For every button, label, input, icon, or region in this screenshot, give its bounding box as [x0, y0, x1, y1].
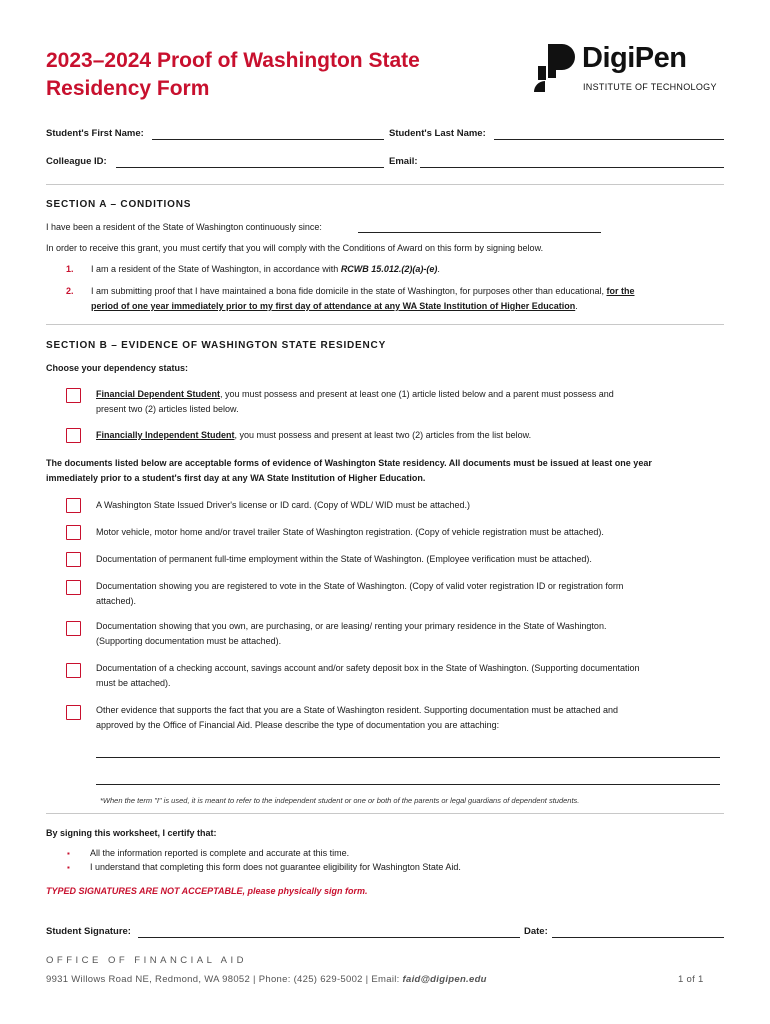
- signature-field[interactable]: [138, 937, 520, 938]
- email-label: Email:: [389, 156, 418, 167]
- doc-bank-account-line-1: Documentation of a checking account, savings account and/or safety deposit box in the State of Washington. (Supporting documentation: [96, 663, 640, 673]
- title-line-2: Residency Form: [46, 77, 210, 100]
- resident-since-label: I have been a resident of the State of Washington continuously since:: [46, 222, 322, 232]
- item-2-line-1: [91, 284, 634, 299]
- doc-employment: Documentation of permanent full-time employment within the State of Washington. (Employee verification must be attached).: [96, 554, 592, 564]
- logo-subtitle: INSTITUTE OF TECHNOLOGY: [583, 82, 717, 92]
- item-2-emphasis-2: period of one year immediately prior to my first day of attendance at any WA State Institution of Higher Education: [91, 301, 576, 311]
- email-field[interactable]: [420, 167, 724, 168]
- independent-checkbox[interactable]: [66, 428, 81, 443]
- item-1-end: .: [437, 264, 440, 274]
- doc-checkbox-employment[interactable]: [66, 552, 81, 567]
- doc-residence-line-1: Documentation showing that you own, are purchasing, or are leasing/ renting your primary residence in the State of Washington.: [96, 621, 607, 631]
- other-description-line-1[interactable]: [96, 757, 720, 758]
- divider: [46, 813, 724, 814]
- footer-contact: [46, 974, 487, 985]
- dependent-title: Financial Dependent Student: [96, 389, 221, 399]
- page-number: 1 of 1: [678, 974, 704, 985]
- independent-text: , you must possess and present at least two (2) articles from the list below.: [234, 430, 532, 440]
- section-b-heading: SECTION B – EVIDENCE OF WASHINGTON STATE RESIDENCY: [46, 340, 387, 351]
- dependency-prompt: Choose your dependency status:: [46, 363, 189, 373]
- logo-wordmark: DigiPen: [582, 42, 687, 74]
- doc-voter-registration-line-1: Documentation showing you are registered to vote in the State of Washington. (Copy of valid voter registration ID or registration form: [96, 581, 624, 591]
- dependent-checkbox[interactable]: [66, 388, 81, 403]
- colleague-id-field[interactable]: [116, 167, 384, 168]
- documents-intro-line-1: The documents listed below are acceptable forms of evidence of Washington State residency. All documents must be issued at least one year: [46, 458, 652, 468]
- first-name-label: Student's First Name:: [46, 128, 144, 139]
- digipen-mark-icon: [534, 44, 580, 92]
- doc-checkbox-other[interactable]: [66, 705, 81, 720]
- dependent-line-1: [96, 387, 614, 402]
- resident-since-field[interactable]: [358, 232, 601, 233]
- item-1-number: 1.: [66, 264, 74, 274]
- documents-intro-line-2: immediately prior to a student's first day at any WA State Institution of Higher Education.: [46, 473, 426, 483]
- first-name-field[interactable]: [152, 139, 384, 140]
- item-1-body: I am a resident of the State of Washington, in accordance with: [91, 264, 341, 274]
- date-label: Date:: [524, 926, 548, 937]
- divider: [46, 324, 724, 325]
- certify-heading: By signing this worksheet, I certify that:: [46, 828, 217, 838]
- term-note: *When the term "I" is used, it is meant to refer to the independent student or one or both of the parents or legal guardians of dependent students.: [100, 796, 580, 805]
- item-1-text: [91, 262, 440, 277]
- dependent-text: , you must possess and present at least one (1) article listed below and a parent must possess and: [220, 389, 614, 399]
- item-2-end: .: [575, 301, 578, 311]
- bullet-icon: ▪: [67, 863, 70, 872]
- doc-vehicle-registration: Motor vehicle, motor home and/or travel trailer State of Washington registration. (Copy of vehicle registration must be attached).: [96, 527, 604, 537]
- bullet-icon: ▪: [67, 849, 70, 858]
- doc-residence-line-2: (Supporting documentation must be attached).: [96, 636, 282, 646]
- signature-label: Student Signature:: [46, 926, 131, 937]
- doc-checkbox-vehicle-registration[interactable]: [66, 525, 81, 540]
- item-2-emphasis-1: for the: [606, 286, 635, 296]
- form-title: [46, 47, 476, 103]
- doc-other-line-2: approved by the Office of Financial Aid. Please describe the type of documentation you are attaching:: [96, 720, 500, 730]
- dependent-line-2: present two (2) articles listed below.: [96, 404, 239, 414]
- last-name-field[interactable]: [494, 139, 724, 140]
- certify-item-2: I understand that completing this form does not guarantee eligibility for Washington State Aid.: [90, 862, 461, 872]
- last-name-label: Student's Last Name:: [389, 128, 486, 139]
- doc-voter-registration-line-2: attached).: [96, 596, 137, 606]
- item-2-body: I am submitting proof that I have maintained a bona fide domicile in the state of Washington, for purposes other than educational,: [91, 286, 607, 296]
- doc-other-line-1: Other evidence that supports the fact that you are a State of Washington resident. Supporting documentation must be attached and: [96, 705, 618, 715]
- doc-checkbox-residence[interactable]: [66, 621, 81, 636]
- date-field[interactable]: [552, 937, 724, 938]
- doc-checkbox-bank-account[interactable]: [66, 663, 81, 678]
- office-name: OFFICE OF FINANCIAL AID: [46, 955, 248, 966]
- other-description-line-2[interactable]: [96, 784, 720, 785]
- typed-signature-warning: TYPED SIGNATURES ARE NOT ACCEPTABLE, please physically sign form.: [46, 886, 368, 896]
- footer-address: 9931 Willows Road NE, Redmond, WA 98052 | Phone: (425) 629-5002 | Email:: [46, 974, 403, 985]
- doc-checkbox-drivers-license[interactable]: [66, 498, 81, 513]
- title-line-1: 2023–2024 Proof of Washington State: [46, 49, 420, 72]
- doc-drivers-license: A Washington State Issued Driver's license or ID card. (Copy of WDL/ WID must be attached.): [96, 500, 471, 510]
- doc-checkbox-voter-registration[interactable]: [66, 580, 81, 595]
- rcw-reference: RCWB 15.012.(2)(a)-(e): [340, 264, 438, 274]
- footer-email-link[interactable]: faid@digipen.edu: [402, 974, 487, 985]
- item-2-line-2: [91, 299, 578, 314]
- section-a-heading: SECTION A – CONDITIONS: [46, 199, 192, 210]
- certify-item-1: All the information reported is complete and accurate at this time.: [90, 848, 350, 858]
- section-a-intro: In order to receive this grant, you must certify that you will comply with the Conditions of Award on this form by signing below.: [46, 243, 544, 253]
- item-2-number: 2.: [66, 286, 74, 296]
- independent-line: [96, 428, 531, 443]
- doc-bank-account-line-2: must be attached).: [96, 678, 171, 688]
- divider: [46, 184, 724, 185]
- independent-title: Financially Independent Student: [96, 430, 235, 440]
- digipen-logo: [534, 44, 724, 96]
- colleague-id-label: Colleague ID:: [46, 156, 107, 167]
